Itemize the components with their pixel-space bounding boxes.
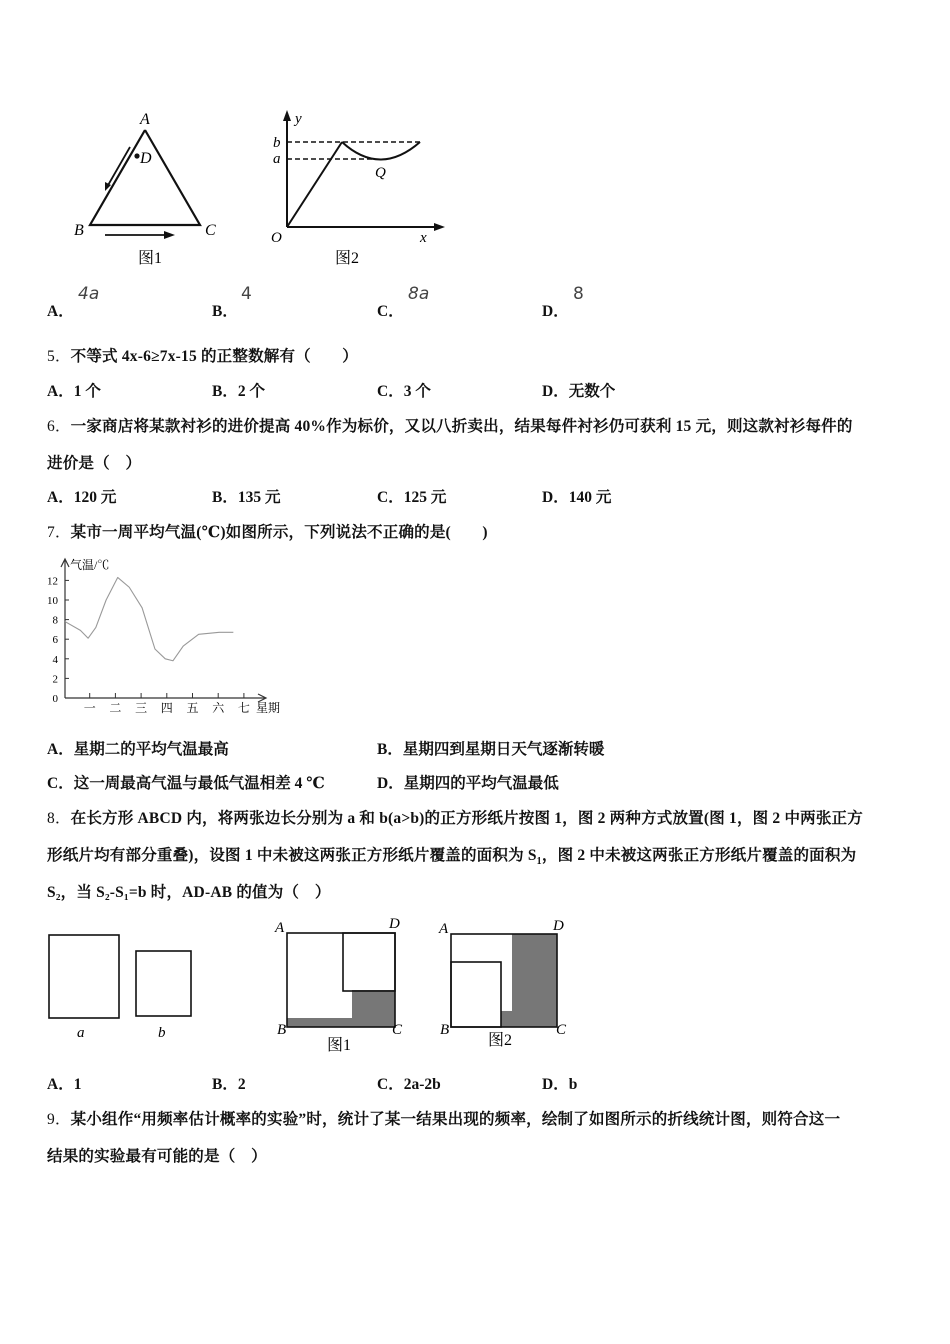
y-tick-label: 2 xyxy=(52,673,58,686)
text: 形纸片均有部分重叠)，设图 1 中未被这两张正方形纸片覆盖的面积为 S xyxy=(47,847,537,864)
x-axis-title: 星期 xyxy=(256,701,281,715)
option-b: B．2 xyxy=(212,1076,246,1093)
label-a: a xyxy=(77,1025,85,1041)
option-d: D．无数个 xyxy=(542,383,616,400)
q8-figure-1 xyxy=(265,910,415,1060)
option-a: A．1 个 xyxy=(47,383,101,400)
x-tick-label: 三 xyxy=(135,701,148,715)
option-a-value: 4a xyxy=(78,284,100,304)
y-axis-title: 气温/℃ xyxy=(70,558,110,572)
option-c: C．125 元 xyxy=(377,489,447,506)
y-tick-label: 12 xyxy=(47,575,58,588)
q4-figure-2-graph xyxy=(265,105,450,270)
question-text: 某市一周平均气温(℃)如图所示，下列说法不正确的是( ) xyxy=(70,524,488,541)
option-c: C．3 个 xyxy=(377,383,431,400)
label-A: A xyxy=(140,111,150,128)
question-9-line2: 结果的实验最有可能的是（ ） xyxy=(47,1148,267,1165)
option-c-letter: C． xyxy=(377,303,404,320)
label-B: B xyxy=(277,1022,287,1038)
question-6-line2: 进价是（ ） xyxy=(47,455,142,472)
option-d: D．星期四的平均气温最低 xyxy=(377,775,559,792)
temperature-line xyxy=(65,577,233,660)
y-tick-label: 4 xyxy=(52,653,58,666)
label-D: D xyxy=(389,916,400,932)
x-tick-label: 五 xyxy=(186,701,199,715)
label-D: D xyxy=(553,918,564,934)
caption-fig2: 图2 xyxy=(335,250,360,267)
question-number: 9． xyxy=(47,1111,71,1128)
label-A: A xyxy=(439,921,449,937)
label-B: B xyxy=(440,1022,450,1038)
caption-fig2: 图2 xyxy=(488,1032,513,1049)
caption-fig1: 图1 xyxy=(327,1037,352,1054)
label-a: a xyxy=(273,151,281,167)
question-7 xyxy=(47,520,488,542)
y-tick-label: 10 xyxy=(47,595,58,607)
question-text: 一家商店将某款衬衫的进价提高 40%作为标价，又以八折卖出，结果每件衬衫仍可获利 15 元，则这款衬衫每件的 xyxy=(70,418,853,435)
label-b: b xyxy=(273,135,281,151)
subscript: 1 xyxy=(536,856,542,868)
option-c: C．2a-2b xyxy=(377,1076,441,1093)
q8-squares-a-b xyxy=(40,915,210,1045)
option-d-letter: D． xyxy=(542,303,569,320)
question-5 xyxy=(47,344,358,366)
option-a: A．星期二的平均气温最高 xyxy=(47,741,229,758)
x-tick-label: 七 xyxy=(237,701,250,715)
label-B: B xyxy=(74,222,84,239)
label-b: b xyxy=(158,1025,166,1041)
label-O: O xyxy=(271,230,282,246)
option-d: D．b xyxy=(542,1076,578,1093)
label-Q: Q xyxy=(375,165,386,181)
label-D: D xyxy=(140,150,152,167)
option-d: D．140 元 xyxy=(542,489,612,506)
question-text: 某小组作“用频率估计概率的实验”时，统计了某一结果出现的频率，绘制了如图所示的折线统计图，则符合这一 xyxy=(70,1111,841,1128)
question-text: 在长方形 ABCD 内，将两张边长分别为 a 和 b(a>b)的正方形纸片按图 1，图 2 两种方式放置(图 1，图 2 中两张正方 xyxy=(70,810,863,827)
option-b-letter: B． xyxy=(212,303,238,320)
label-C: C xyxy=(205,222,216,239)
x-tick-label: 二 xyxy=(109,701,122,715)
option-c-value: 8a xyxy=(408,284,430,304)
q4-figure-1-triangle xyxy=(60,105,230,270)
x-tick-label: 六 xyxy=(212,701,225,715)
question-8-line3: S₂，当 S₂-S₁=b 时，AD-AB 的值为（ ） xyxy=(47,884,331,901)
question-number: 5． xyxy=(47,348,71,365)
question-9 xyxy=(47,1107,840,1129)
axis-y-label: y xyxy=(295,111,302,127)
question-number: 7． xyxy=(47,524,71,541)
option-a: A．120 元 xyxy=(47,489,117,506)
label-C: C xyxy=(556,1022,567,1038)
option-c: C．这一周最高气温与最低气温相差 4 ℃ xyxy=(47,775,325,792)
temperature-line-chart xyxy=(0,550,300,720)
q8-figure-2 xyxy=(430,910,580,1060)
question-8-line2 xyxy=(47,843,856,867)
x-tick-label: 一 xyxy=(83,701,96,715)
option-a-letter: A． xyxy=(47,303,74,320)
question-6 xyxy=(47,414,853,436)
caption-fig1: 图1 xyxy=(138,250,163,267)
question-8 xyxy=(47,806,863,828)
option-b: B．星期四到星期日天气逐渐转暖 xyxy=(377,741,605,758)
label-C: C xyxy=(392,1022,403,1038)
axis-x-label: x xyxy=(420,230,427,246)
option-b: B．2 个 xyxy=(212,383,265,400)
question-number: 6． xyxy=(47,418,71,435)
option-a: A．1 xyxy=(47,1076,82,1093)
x-tick-label: 四 xyxy=(160,701,173,715)
y-tick-label: 6 xyxy=(52,634,58,647)
question-text: 不等式 4x-6≥7x-15 的正整数解有（ ） xyxy=(70,348,358,365)
text: ，图 2 中未被这两张正方形纸片覆盖的面积为 xyxy=(541,847,857,864)
y-tick-label: 0 xyxy=(52,693,58,705)
option-b-value: 4 xyxy=(241,284,252,304)
y-tick-label: 8 xyxy=(52,614,58,627)
label-A: A xyxy=(275,920,285,936)
option-b: B．135 元 xyxy=(212,489,281,506)
question-number: 8． xyxy=(47,810,71,827)
option-d-value: 8 xyxy=(573,284,584,304)
